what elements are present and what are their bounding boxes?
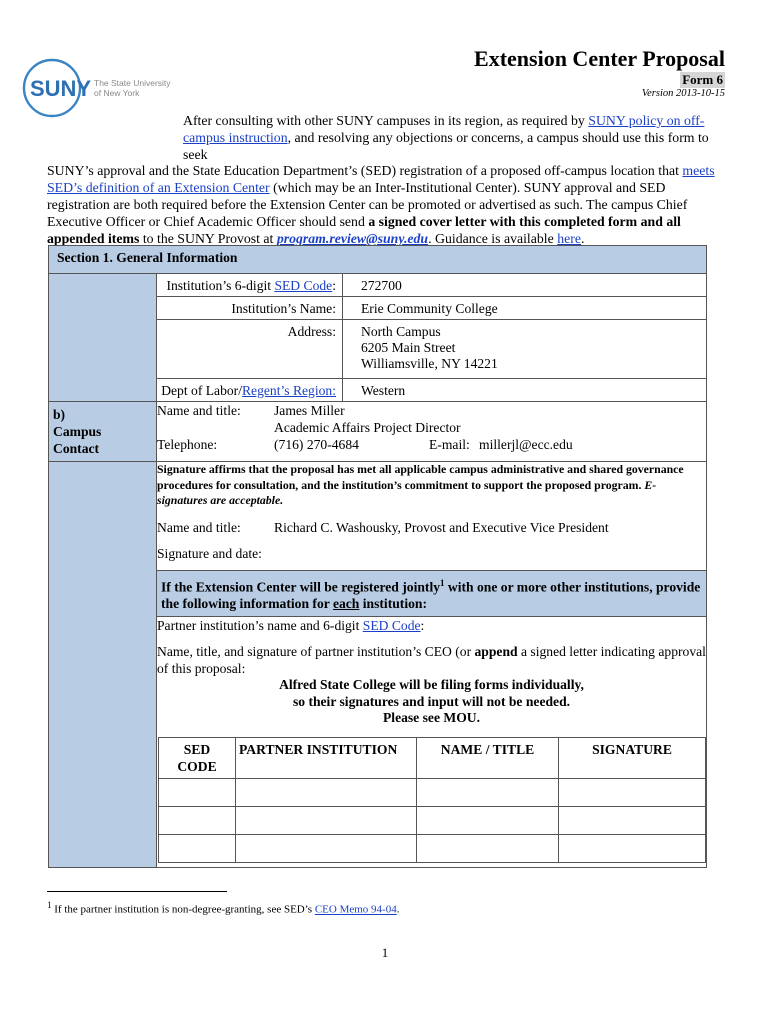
ceo-memo-link[interactable]: CEO Memo 94-04 <box>314 903 397 916</box>
ceo-instruction-end: a signed letter indicating approval of this proposal: <box>157 644 706 677</box>
footnote-text: If the partner institution is non-degree-granting, see SED’s <box>51 903 315 916</box>
joint-heading-3: institution: <box>359 596 427 612</box>
col-sed-code <box>159 737 236 778</box>
signature-block <box>157 462 707 571</box>
address-line-2: 6205 Main Street <box>361 340 456 355</box>
ceo-instruction-append: append <box>474 644 518 660</box>
partner-cell[interactable] <box>236 778 417 806</box>
intro-body <box>47 163 727 247</box>
telephone-label: Telephone: <box>157 437 218 452</box>
email-label: E-mail: <box>429 437 470 452</box>
footnote-separator <box>47 891 227 892</box>
footnote-end: . <box>396 903 400 916</box>
address-value[interactable] <box>343 320 707 379</box>
logo-subtext-1: The State University <box>94 78 171 88</box>
suny-logo <box>22 58 172 118</box>
partner-cell[interactable] <box>159 806 236 834</box>
signer-row <box>157 519 706 536</box>
intro-text-1: After consulting with other SUNY campuses in its region, as required by <box>183 113 589 128</box>
region-label-text: Dept of Labor/ <box>161 383 242 398</box>
contact-label-campus: Campus <box>53 424 102 439</box>
joint-heading-2: with one or more other institutions, provide the following information for <box>161 579 701 612</box>
email-value[interactable]: millerjl@ecc.edu <box>479 437 573 452</box>
partner-cell[interactable] <box>159 834 236 862</box>
section1-heading: Section 1. General Information <box>49 246 707 274</box>
partner-cell[interactable] <box>559 778 706 806</box>
lower-side <box>49 462 157 868</box>
ceo-instruction <box>157 643 706 677</box>
address-line-1: North Campus <box>361 324 441 339</box>
signature-date-label[interactable]: Signature and date: <box>157 545 262 561</box>
sed-code-link[interactable]: SED Code <box>274 278 333 293</box>
sed-extension-link-cont[interactable]: SED’s definition of an Extension Center <box>47 180 270 196</box>
suny-policy-link[interactable]: SUNY policy on off- <box>588 113 705 128</box>
joint-heading-each: each <box>332 596 360 612</box>
campus-contact-label <box>49 402 157 462</box>
version-label: Version 2013-10-15 <box>641 88 725 99</box>
section1-side <box>49 274 157 402</box>
sed-code-label <box>157 274 343 297</box>
alfred-note-3: Please see MOU. <box>382 710 480 726</box>
col-signature: SIGNATURE <box>559 737 706 778</box>
footnote-number: 1 <box>47 900 52 910</box>
signer-name-label: Name and title: <box>157 519 241 535</box>
contact-label-b: b) <box>53 407 66 422</box>
signature-statement <box>157 462 706 509</box>
institution-name-label: Institution’s Name: <box>157 297 343 320</box>
contact-label-contact: Contact <box>53 441 100 456</box>
contact-name-label: Name and title: <box>157 403 241 418</box>
alfred-note-2: so their signatures and input will not be needed. <box>292 693 571 709</box>
address-line-3: Williamsville, NY 14221 <box>361 356 498 371</box>
intro-first-line <box>47 113 727 130</box>
contact-title-value[interactable]: Academic Affairs Project Director <box>274 420 461 435</box>
telephone-value[interactable]: (716) 270-4684 <box>274 437 359 452</box>
regents-region-link[interactable]: Regent’s Region: <box>241 383 336 398</box>
partner-table <box>158 737 706 863</box>
partner-cell[interactable] <box>559 806 706 834</box>
partner-cell[interactable] <box>236 806 417 834</box>
partner-cell[interactable] <box>417 778 559 806</box>
partner-sed-code-link[interactable]: SED Code <box>362 618 421 634</box>
page-number: 1 <box>381 945 389 960</box>
signer-name-value[interactable]: Richard C. Washousky, Provost and Executive Vice President <box>274 519 609 535</box>
col-sed-2: CODE <box>177 758 217 774</box>
suny-policy-link-cont[interactable]: campus instruction <box>183 129 288 145</box>
intro-text-3: (which may be an Inter-Institutional Center). SUNY approval and SED registration are both required before the Extension Center can be promoted or advertised as such. The campus Chief Executive Officer or Chief Academic Officer should send <box>47 180 688 229</box>
partner-cell[interactable] <box>417 834 559 862</box>
sed-code-colon: : <box>332 278 336 293</box>
intro-text-6: . <box>580 230 585 246</box>
logo-subtext-2: of New York <box>94 88 140 98</box>
alfred-note-1: Alfred State College will be filing forms individually, <box>279 677 584 693</box>
intro-second-line <box>47 130 727 164</box>
ceo-instruction-text: Name, title, and signature of partner institution’s CEO (or <box>157 644 475 660</box>
page-title: Extension Center Proposal <box>474 46 725 71</box>
joint-heading <box>157 570 707 617</box>
intro-text-4: to the SUNY Provost at <box>139 230 277 246</box>
region-label <box>157 379 343 402</box>
partner-cell[interactable] <box>559 834 706 862</box>
sed-extension-link[interactable]: meets <box>682 163 715 179</box>
partner-label[interactable] <box>157 617 706 634</box>
partner-label-text: Partner institution’s name and 6-digit <box>157 618 363 634</box>
sed-code-value[interactable]: 272700 <box>343 274 707 297</box>
joint-heading-1: If the Extension Center will be registered jointly <box>161 579 441 595</box>
partner-row <box>159 806 706 834</box>
col-sed-1: SED <box>183 741 211 757</box>
intro-text-5: . Guidance is available <box>428 230 558 246</box>
partner-block <box>157 617 707 868</box>
campus-contact-details <box>157 402 707 462</box>
partner-cell[interactable] <box>417 806 559 834</box>
sed-code-label-text: Institution’s 6-digit <box>166 278 275 293</box>
logo-text: SUNY <box>30 76 92 101</box>
col-partner-institution: PARTNER INSTITUTION <box>236 737 417 778</box>
contact-name-row <box>157 402 706 419</box>
partner-label-colon: : <box>420 618 425 634</box>
institution-name-value[interactable]: Erie Community College <box>343 297 707 320</box>
contact-name-value[interactable]: James Miller <box>274 403 345 418</box>
address-label: Address: <box>157 320 343 379</box>
partner-cell[interactable] <box>159 778 236 806</box>
region-value[interactable]: Western <box>343 379 707 402</box>
footnote <box>47 900 399 916</box>
contact-phone-row <box>157 436 706 453</box>
footnote-ref: 1 <box>440 577 445 588</box>
partner-row <box>159 834 706 862</box>
intro-text-2: , and resolving any objections or concerns, a campus should use this form to seek <box>183 129 709 162</box>
signature-statement-text: Signature affirms that the proposal has met all applicable campus administrative and shared governance procedures for consultation, and the institution’s commitment to support the proposed program. <box>157 462 684 492</box>
form-label: Form 6 <box>682 72 723 87</box>
form-table <box>48 245 707 868</box>
col-name-title: NAME / TITLE <box>417 737 559 778</box>
partner-row <box>159 778 706 806</box>
esignature-note: E-signatures are acceptable. <box>157 477 657 507</box>
intro-text-2b: SUNY’s approval and the State Education Department’s (SED) registration of a proposed off-campus location that <box>47 163 683 179</box>
intro-paragraph <box>47 113 727 247</box>
guidance-link[interactable]: here <box>557 230 581 246</box>
intro-bold-text: a signed cover letter with this completed form and all appended items <box>47 213 681 246</box>
alfred-note <box>157 677 706 727</box>
provost-email-link[interactable]: program.review@suny.edu <box>276 230 429 246</box>
partner-cell[interactable] <box>236 834 417 862</box>
